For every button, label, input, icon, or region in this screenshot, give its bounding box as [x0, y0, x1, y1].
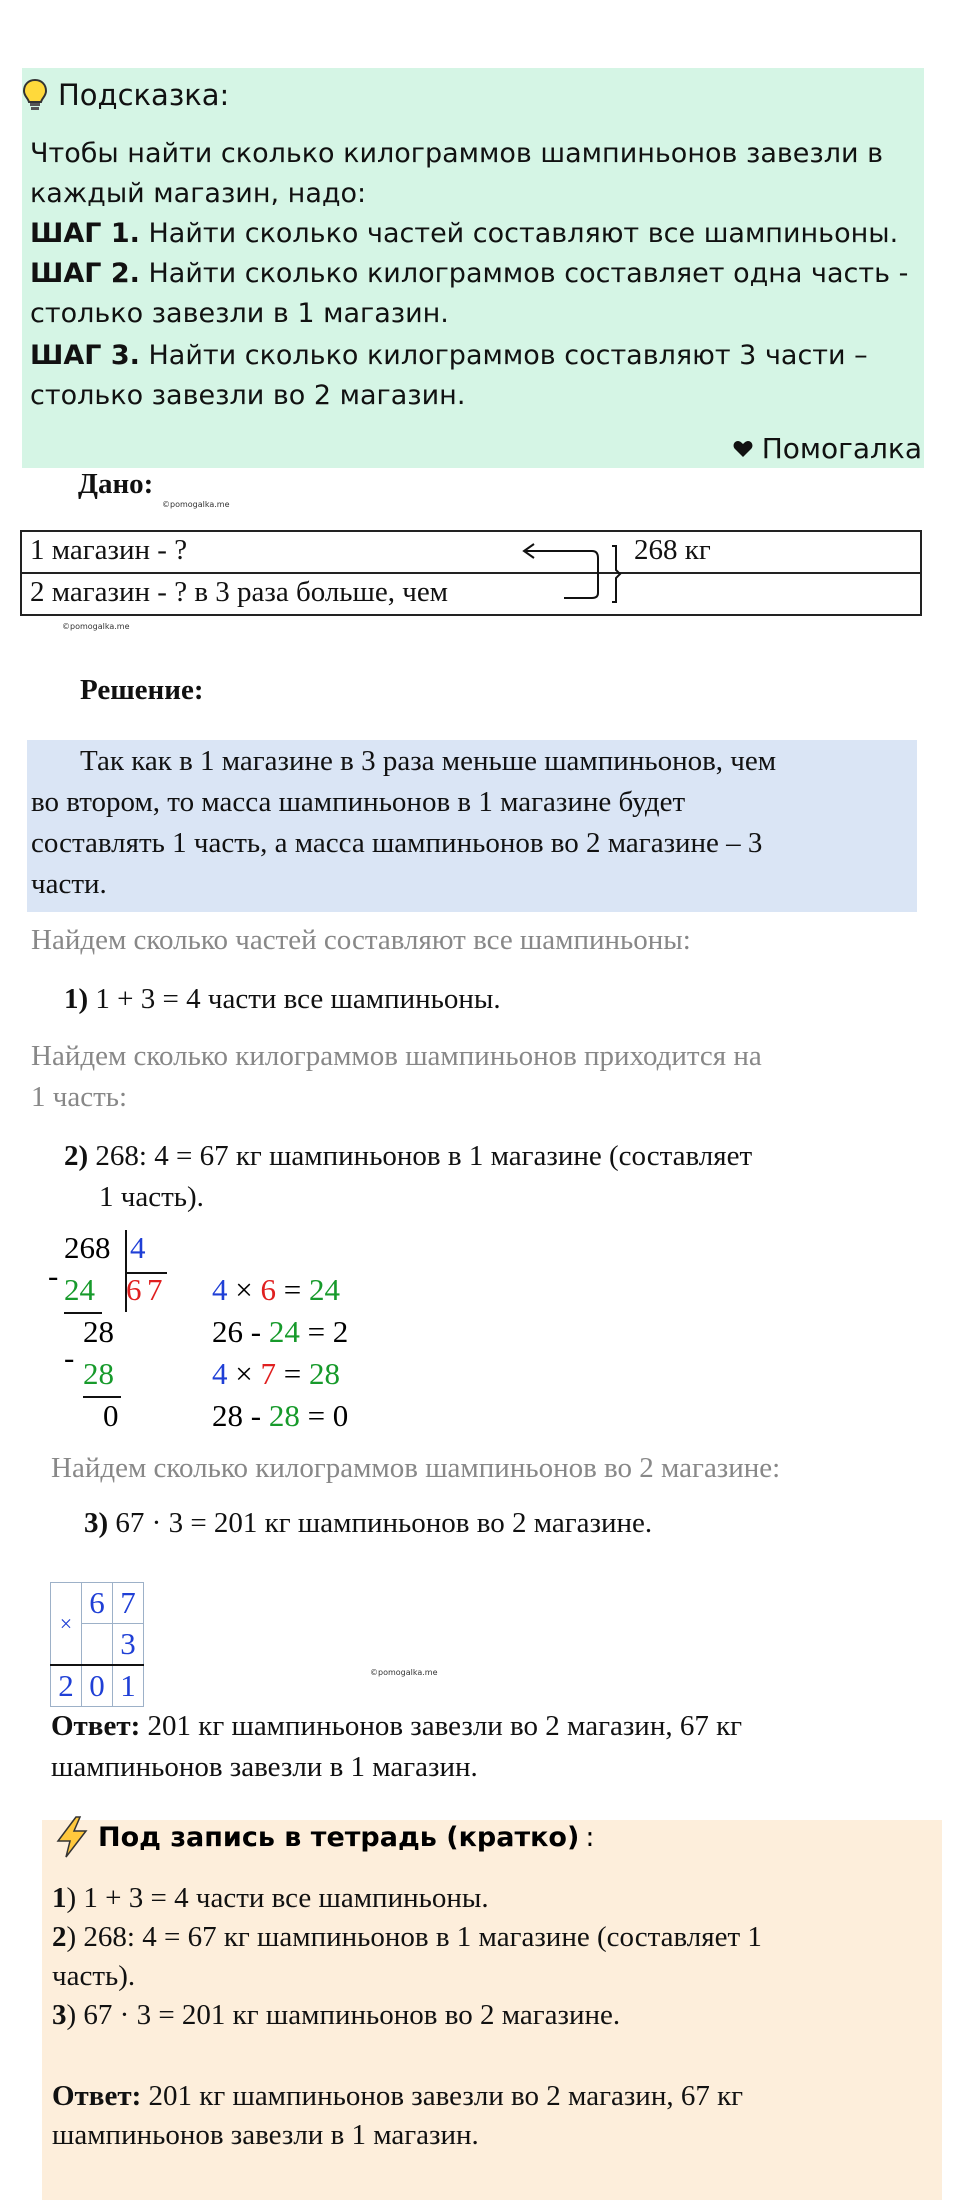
check-3-op: × — [227, 1356, 261, 1391]
step-2-desc: шампиньонов в 1 магазине (составляет — [261, 1140, 753, 1172]
hint-line-1: Чтобы найти сколько килограммов шампиньонов завезли в — [30, 138, 884, 169]
step-2-line — [64, 1140, 752, 1173]
brand-text: Помогалка — [761, 432, 922, 465]
step-2-label: ШАГ 2. — [30, 258, 140, 289]
note-line-3 — [52, 1999, 620, 2032]
step-1-line — [64, 983, 501, 1016]
find-shop2-text: Найдем сколько килограммов шампиньонов во 2 магазине: — [51, 1452, 781, 1484]
hint-title-text: Подсказка: — [58, 78, 230, 112]
answer-label: Ответ: — [51, 1710, 141, 1742]
div-sub-2: 28 — [83, 1356, 114, 1391]
given-total: 268 кг — [634, 534, 711, 566]
step-3-desc: шампиньонов во 2 магазине. — [290, 1507, 653, 1539]
solution-para-2: во втором, то масса шампиньонов в 1 магазине будет — [31, 786, 686, 818]
note-1-num: 1 — [52, 1882, 67, 1914]
check-3 — [212, 1356, 340, 1392]
div-dividend: 268 — [64, 1230, 111, 1265]
note-answer-cont: шампиньонов завезли в 1 магазин. — [52, 2119, 479, 2151]
step-3-expr: 67 · 3 = 201 кг — [108, 1507, 291, 1539]
hint-line-2: каждый магазин, надо: — [30, 178, 367, 209]
step-2-expr: 268: 4 = 67 кг — [88, 1140, 262, 1172]
div-rem-2: 0 — [103, 1398, 119, 1433]
heart-icon — [733, 440, 753, 458]
step-1-desc: части все шампиньоны. — [200, 983, 501, 1015]
note-line-2-cont: часть). — [52, 1960, 136, 1992]
check-2-r: = 2 — [299, 1314, 349, 1349]
solution-para-4: части. — [31, 868, 107, 900]
step-3-num: 3) — [84, 1507, 109, 1539]
lightbulb-icon — [22, 78, 48, 112]
hint-step-1 — [30, 218, 898, 249]
find-kg-text-1: Найдем сколько килограммов шампиньонов приходится на — [31, 1040, 762, 1072]
check-1 — [212, 1272, 340, 1308]
step-3-label: ШАГ 3. — [30, 340, 140, 371]
step-1-num: 1) — [64, 983, 89, 1015]
step-1-text: Найти сколько частей составляют все шампиньоны. — [139, 218, 899, 249]
note-line-1 — [52, 1882, 489, 1915]
note-3-num: 3 — [52, 1999, 67, 2031]
notebook-title-colon: : — [585, 1821, 595, 1853]
hint-step-2 — [30, 258, 908, 289]
note-1-text: ) 1 + 3 = 4 части все шампиньоны. — [66, 1882, 489, 1914]
notebook-title — [52, 1815, 594, 1859]
check-3-a: 4 — [212, 1356, 228, 1391]
div-divisor: 4 — [130, 1230, 146, 1265]
check-1-a: 4 — [212, 1272, 228, 1307]
note-line-2 — [52, 1921, 762, 1954]
solution-title: Решение: — [80, 674, 204, 706]
div-quotient-1: 6 — [126, 1272, 142, 1307]
step-3-line — [84, 1507, 652, 1540]
check-1-op: × — [227, 1272, 261, 1307]
check-3-b: 7 — [260, 1356, 276, 1391]
notebook-title-text: Под запись в тетрадь (кратко) — [98, 1821, 580, 1853]
mult-b: 3 — [113, 1624, 144, 1666]
check-2 — [212, 1314, 348, 1350]
hint-step-3 — [30, 340, 868, 371]
find-kg-text-2: 1 часть: — [31, 1081, 128, 1113]
div-minus-2: - — [64, 1340, 75, 1375]
check-3-eq: = — [275, 1356, 309, 1391]
answer-cont: шампиньонов завезли в 1 магазин. — [51, 1751, 478, 1783]
check-2-b: 24 — [268, 1314, 300, 1349]
check-4 — [212, 1398, 348, 1434]
note-3-text: ) 67 · 3 = 201 кг шампиньонов во 2 магазине. — [66, 1999, 621, 2031]
hint-step-3-cont: столько завезли во 2 магазин. — [30, 380, 466, 411]
div-minus-1: - — [48, 1258, 59, 1293]
step-2-text: Найти сколько килограммов составляет одна часть - — [139, 258, 909, 289]
multiply-sign: × — [51, 1583, 82, 1666]
given-shop-2: 2 магазин - ? в 3 раза больше, чем — [30, 576, 449, 608]
note-2-text: ) 268: 4 = 67 кг шампиньонов в 1 магазине (составляет 1 — [66, 1921, 762, 1953]
watermark-1: ©pomogalka.me — [162, 500, 230, 509]
answer-text: 201 кг шампиньонов завезли во 2 магазин, 67 кг — [140, 1710, 743, 1742]
hint-step-2-cont: столько завезли в 1 магазин. — [30, 298, 449, 329]
check-1-eq: = — [275, 1272, 309, 1307]
check-1-b: 6 — [260, 1272, 276, 1307]
watermark-3: ©pomogalka.me — [370, 1668, 438, 1677]
step-1-label: ШАГ 1. — [30, 218, 140, 249]
given-title: Дано: — [78, 468, 154, 500]
check-4-r: = 0 — [299, 1398, 349, 1433]
div-quotient-2: 7 — [147, 1272, 163, 1307]
note-answer-label: Ответ: — [52, 2080, 142, 2112]
multiplication-grid — [50, 1582, 144, 1707]
answer-line — [51, 1710, 742, 1743]
check-3-r: 28 — [308, 1356, 340, 1391]
given-shop-1: 1 магазин - ? — [30, 534, 188, 566]
relation-arrow-icon — [520, 538, 630, 610]
step-2-cont: 1 часть). — [99, 1181, 204, 1213]
mult-r3: 1 — [113, 1665, 144, 1707]
mult-r2: 0 — [82, 1665, 113, 1707]
check-1-r: 24 — [308, 1272, 340, 1307]
div-rem-1: 28 — [83, 1314, 114, 1349]
step-2-num: 2) — [64, 1140, 89, 1172]
mult-a2: 7 — [113, 1583, 144, 1624]
note-answer-text: 201 кг шампиньонов завезли во 2 магазин, 67 кг — [141, 2080, 744, 2112]
brand — [733, 432, 922, 465]
solution-para-1: Так как в 1 магазине в 3 раза меньше шампиньонов, чем — [80, 745, 777, 777]
check-2-a: 26 - — [212, 1314, 269, 1349]
step-3-text: Найти сколько килограммов составляют 3 части – — [139, 340, 868, 371]
note-answer — [52, 2080, 743, 2113]
lightning-icon — [52, 1815, 92, 1859]
check-4-b: 28 — [268, 1398, 300, 1433]
div-sub-1: 24 — [64, 1272, 95, 1307]
step-1-expr: 1 + 3 = 4 — [88, 983, 201, 1015]
note-2-num: 2 — [52, 1921, 67, 1953]
mult-a1: 6 — [82, 1583, 113, 1624]
hint-title — [22, 78, 229, 112]
find-parts-text: Найдем сколько частей составляют все шампиньоны: — [31, 924, 691, 956]
mult-r1: 2 — [51, 1665, 82, 1707]
solution-para-3: составлять 1 часть, а масса шампиньонов во 2 магазине – 3 — [31, 827, 763, 859]
check-4-a: 28 - — [212, 1398, 269, 1433]
watermark-2: ©pomogalka.me — [62, 622, 130, 631]
